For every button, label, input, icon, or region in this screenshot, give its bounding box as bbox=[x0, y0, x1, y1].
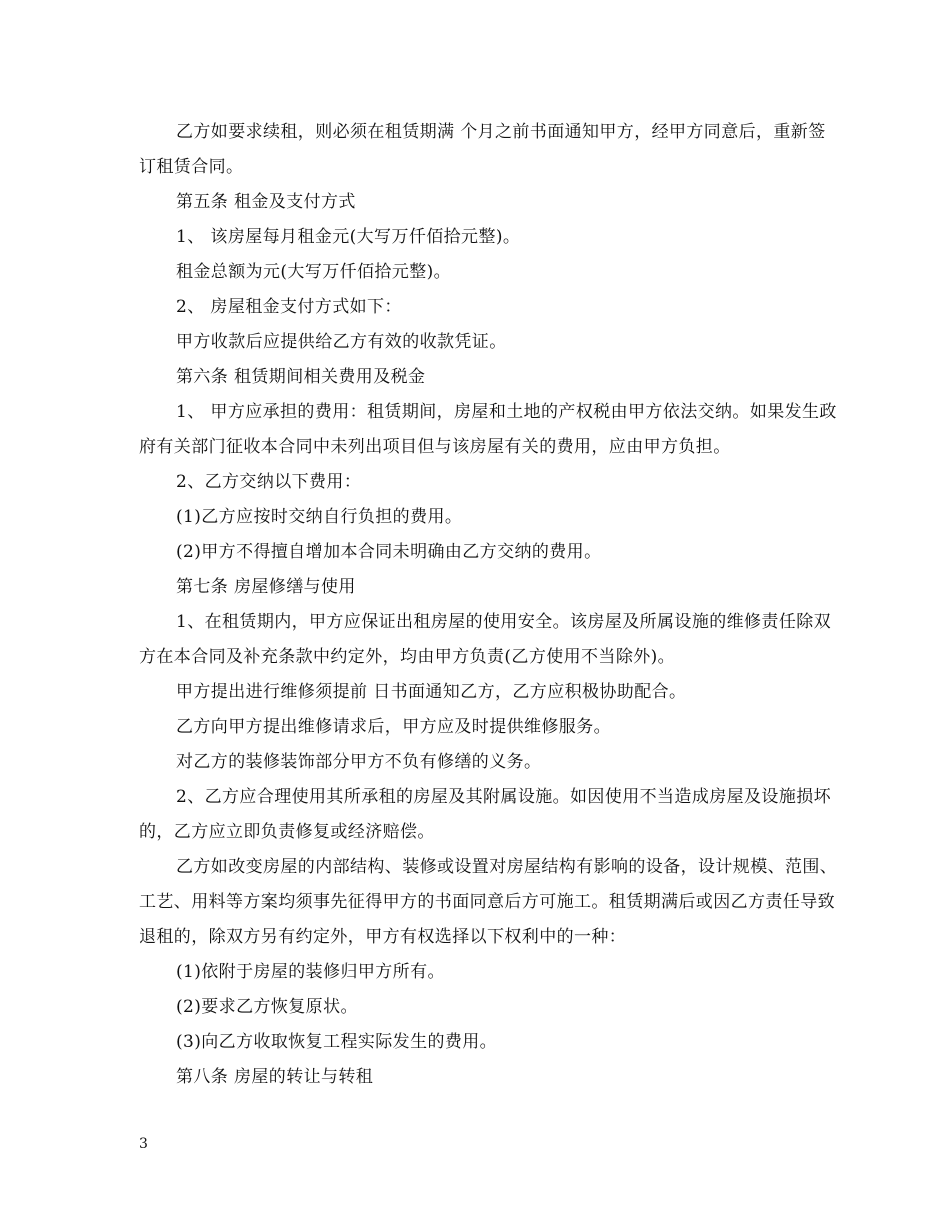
page-number: 3 bbox=[139, 1136, 148, 1152]
paragraph-landlord-fees: 1、 甲方应承担的费用：租赁期间，房屋和土地的产权税由甲方依法交纳。如果发生政府有关部门征收本合同中未列出项目但与该房屋有关的费用，应由甲方负担。 bbox=[139, 402, 837, 457]
section-heading-article-5: 第五条 租金及支付方式 bbox=[176, 192, 356, 212]
paragraph-proper-use: 2、乙方应合理使用其所承租的房屋及其附属设施。如因使用不当造成房屋及设施损坏的，乙方应立即负责修复或经济赔偿。 bbox=[139, 787, 832, 842]
paragraph-maintenance-request: 乙方向甲方提出维修请求后，甲方应及时提供维修服务。 bbox=[176, 717, 611, 737]
section-heading-article-6: 第六条 租赁期间相关费用及税金 bbox=[176, 367, 426, 387]
paragraph-option-2: (2)要求乙方恢复原状。 bbox=[176, 997, 358, 1017]
section-heading-article-7: 第七条 房屋修缮与使用 bbox=[176, 577, 356, 597]
paragraph-structural-changes: 乙方如改变房屋的内部结构、装修或设置对房屋结构有影响的设备，设计规模、范围、工艺、用料等方案均须事先征得甲方的书面同意后方可施工。租赁期满后或因乙方责任导致退租的，除双方另有约定外，甲方有权选择以下权利中的一种： bbox=[139, 857, 838, 947]
paragraph-tenant-fees: 2、乙方交纳以下费用： bbox=[176, 472, 362, 492]
paragraph-option-3: (3)向乙方收取恢复工程实际发生的费用。 bbox=[176, 1032, 498, 1052]
paragraph-option-1: (1)依附于房屋的装修归甲方所有。 bbox=[176, 962, 445, 982]
paragraph-decoration-repair: 对乙方的装修装饰部分甲方不负有修缮的义务。 bbox=[176, 752, 542, 772]
paragraph-maintenance-duty: 1、在租赁期内，甲方应保证出租房屋的使用安全。该房屋及所属设施的维修责任除双方在本合同及补充条款中约定外，均由甲方负责(乙方使用不当除外)。 bbox=[139, 612, 832, 667]
paragraph-maintenance-notice: 甲方提出进行维修须提前 日书面通知乙方，乙方应积极协助配合。 bbox=[176, 682, 687, 702]
paragraph-receipt: 甲方收款后应提供给乙方有效的收款凭证。 bbox=[176, 332, 507, 352]
paragraph-total-rent: 租金总额为元(大写万仟佰拾元整)。 bbox=[176, 262, 452, 282]
paragraph-monthly-rent: 1、 该房屋每月租金元(大写万仟佰拾元整)。 bbox=[176, 227, 521, 247]
section-heading-article-8: 第八条 房屋的转让与转租 bbox=[176, 1067, 374, 1087]
document-body bbox=[139, 115, 839, 1095]
paragraph-renewal-notice: 乙方如要求续租，则必须在租赁期满 个月之前书面通知甲方，经甲方同意后，重新签订租赁合同。 bbox=[139, 122, 826, 177]
paragraph-tenant-fees-item-2: (2)甲方不得擅自增加本合同未明确由乙方交纳的费用。 bbox=[176, 542, 602, 562]
paragraph-tenant-fees-item-1: (1)乙方应按时交纳自行负担的费用。 bbox=[176, 507, 463, 527]
paragraph-payment-method: 2、 房屋租金支付方式如下： bbox=[176, 297, 402, 317]
